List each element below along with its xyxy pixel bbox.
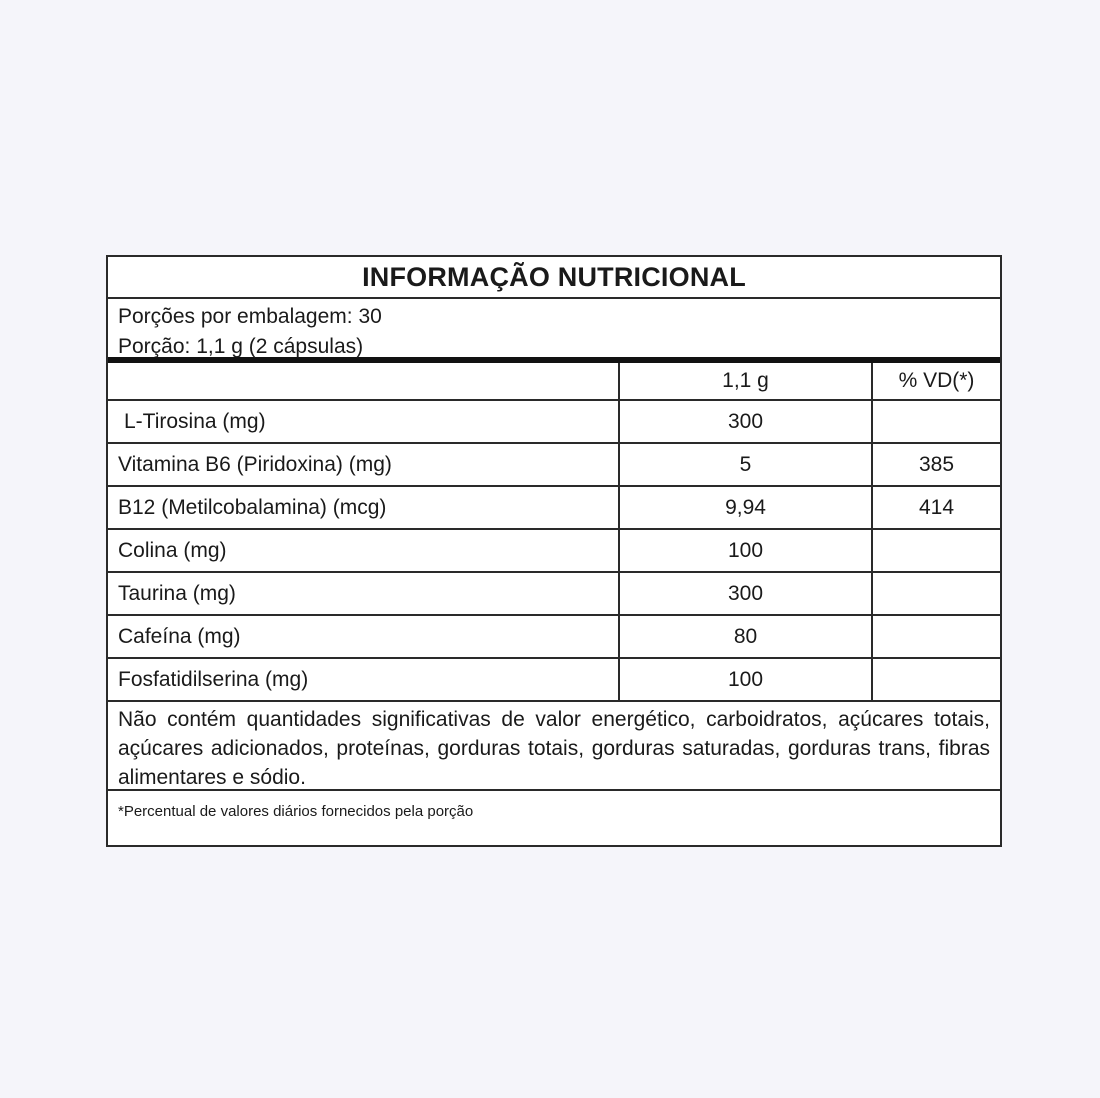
servings-per-package: Porções por embalagem: 30 bbox=[118, 305, 382, 328]
nutrient-amount: 5 bbox=[619, 443, 872, 486]
nutrient-vd bbox=[872, 529, 1000, 572]
nutrient-vd bbox=[872, 572, 1000, 615]
nutrient-name: Cafeína (mg) bbox=[108, 615, 619, 658]
nutrient-amount: 9,94 bbox=[619, 486, 872, 529]
nutrient-vd: 385 bbox=[872, 443, 1000, 486]
label-title: INFORMAÇÃO NUTRICIONAL bbox=[108, 257, 1000, 299]
footnote: *Percentual de valores diários fornecidos pela porção bbox=[118, 803, 474, 820]
nutrient-amount: 100 bbox=[619, 658, 872, 701]
not-significant-notice: Não contém quantidades significativas de valor energético, carboidratos, açúcares totais, açúcares adicionados, proteínas, gorduras totais, gorduras saturadas, gorduras trans, fibras alimentares e sódio. bbox=[108, 702, 1000, 791]
nutrient-vd bbox=[872, 615, 1000, 658]
nutrient-amount: 80 bbox=[619, 615, 872, 658]
nutrient-vd bbox=[872, 400, 1000, 443]
serving-info bbox=[108, 299, 1000, 363]
table-header-row bbox=[108, 363, 1000, 400]
nutrient-name: B12 (Metilcobalamina) (mcg) bbox=[108, 486, 619, 529]
nutrient-table bbox=[108, 363, 1000, 702]
table-row bbox=[108, 486, 1000, 529]
serving-size: Porção: 1,1 g (2 cápsulas) bbox=[118, 335, 364, 358]
table-row bbox=[108, 443, 1000, 486]
nutrition-facts-label bbox=[106, 255, 1002, 847]
nutrient-vd bbox=[872, 658, 1000, 701]
nutrient-vd: 414 bbox=[872, 486, 1000, 529]
header-amount: 1,1 g bbox=[619, 363, 872, 400]
nutrient-name: L-Tirosina (mg) bbox=[108, 400, 619, 443]
nutrient-name: Fosfatidilserina (mg) bbox=[108, 658, 619, 701]
header-name bbox=[108, 363, 619, 400]
table-row bbox=[108, 658, 1000, 701]
header-daily-value: % VD(*) bbox=[872, 363, 1000, 400]
table-row bbox=[108, 572, 1000, 615]
table-row bbox=[108, 400, 1000, 443]
nutrient-amount: 300 bbox=[619, 400, 872, 443]
table-row bbox=[108, 529, 1000, 572]
nutrient-name: Colina (mg) bbox=[108, 529, 619, 572]
nutrient-amount: 300 bbox=[619, 572, 872, 615]
nutrient-amount: 100 bbox=[619, 529, 872, 572]
nutrient-name: Taurina (mg) bbox=[108, 572, 619, 615]
table-row bbox=[108, 615, 1000, 658]
nutrient-name: Vitamina B6 (Piridoxina) (mg) bbox=[108, 443, 619, 486]
